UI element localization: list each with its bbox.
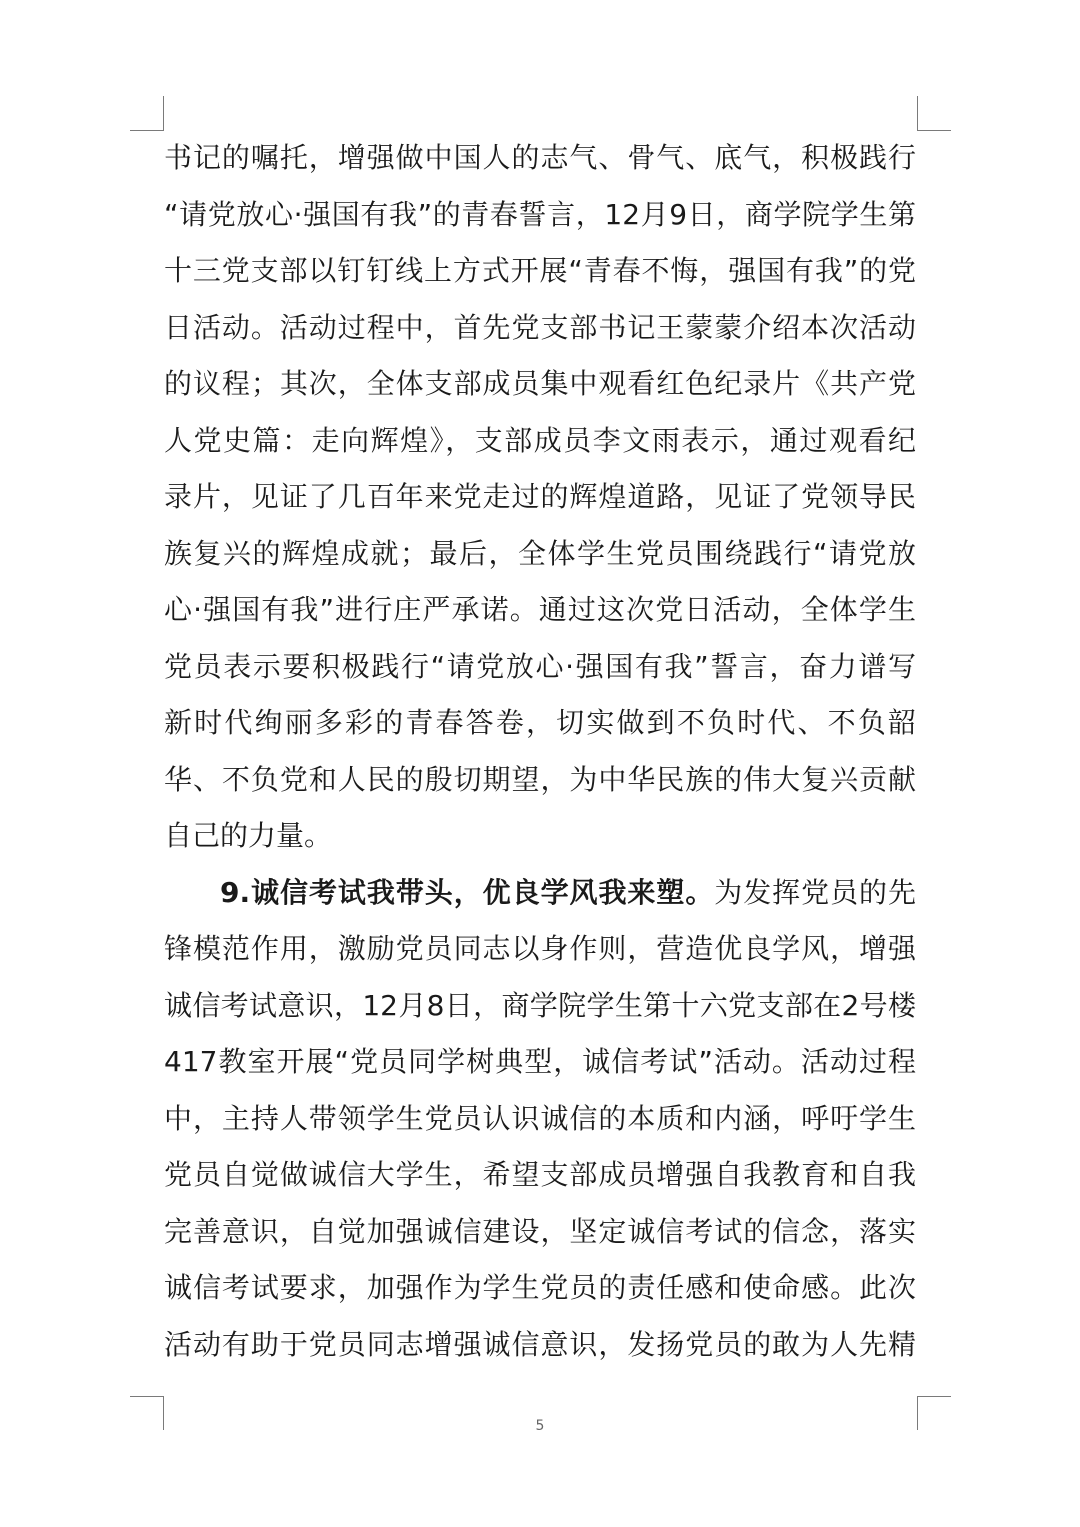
section-heading: 9.诚信考试我带头，优良学风我来塑。	[220, 875, 715, 909]
paragraph-1-line: 人党史篇：走向辉煌》，支部成员李文雨表示，通过观看纪	[164, 423, 916, 457]
paragraph-1-line: 自己的力量。	[164, 819, 333, 852]
paragraph-1-line: 华、不负党和人民的殷切期望，为中华民族的伟大复兴贡献	[164, 762, 916, 796]
paragraph-2-line: 417教室开展“党员同学树典型，诚信考试”活动。活动过程	[164, 1045, 916, 1078]
crop-mark-top-right-h	[917, 130, 951, 131]
paragraph-2-line: 诚信考试要求，加强作为学生党员的责任感和使命感。此次	[164, 1271, 916, 1304]
paragraph-2-line: 完善意识，自觉加强诚信建设，坚定诚信考试的信念，落实	[164, 1214, 916, 1248]
crop-mark-top-left-v	[163, 96, 164, 130]
paragraph-2-line: 党员自觉做诚信大学生，希望支部成员增强自我教育和自我	[164, 1158, 916, 1191]
paragraph-2-first-line-text: 为发挥党员的先	[714, 875, 916, 909]
paragraph-1-line: 十三党支部以钉钉线上方式开展“青春不悔，强国有我”的党	[164, 254, 916, 287]
crop-mark-bottom-left-h	[130, 1396, 164, 1397]
paragraph-2-line: 活动有助于党员同志增强诚信意识，发扬党员的敢为人先精	[164, 1327, 916, 1361]
paragraph-1-line: 新时代绚丽多彩的青春答卷，切实做到不负时代、不负韶	[164, 706, 916, 739]
paragraph-1-line: 党员表示要积极践行“请党放心·强国有我”誓言，奋力谱写	[164, 649, 916, 683]
paragraph-2-line: 锋模范作用，激励党员同志以身作则，营造优良学风，增强	[164, 932, 916, 965]
paragraph-2-first-line	[164, 865, 916, 922]
crop-mark-top-right-v	[917, 96, 918, 130]
paragraph-1-line: “请党放心·强国有我”的青春誓言，12月9日，商学院学生第	[164, 197, 916, 231]
paragraph-2-line: 中，主持人带领学生党员认识诚信的本质和内涵，呼吁学生	[164, 1101, 916, 1135]
paragraph-1-line: 心·强国有我”进行庄严承诺。通过这次党日活动，全体学生	[164, 593, 916, 626]
paragraph-1-line: 日活动。活动过程中，首先党支部书记王蒙蒙介绍本次活动	[164, 310, 916, 344]
page-number: 5	[535, 1418, 545, 1434]
crop-mark-top-left-h	[130, 130, 164, 131]
paragraph-2-line: 诚信考试意识，12月8日，商学院学生第十六党支部在2号楼	[164, 988, 916, 1022]
crop-mark-bottom-right-h	[917, 1396, 951, 1397]
paragraph-1-line: 录片，见证了几百年来党走过的辉煌道路，见证了党领导民	[164, 480, 916, 513]
paragraph-1-line: 的议程；其次，全体支部成员集中观看红色纪录片《共产党	[164, 367, 916, 400]
paragraph-1-line: 书记的嘱托，增强做中国人的志气、骨气、底气，积极践行	[164, 141, 916, 174]
paragraph-1-line: 族复兴的辉煌成就；最后，全体学生党员围绕践行“请党放	[164, 536, 916, 570]
body-text	[164, 130, 916, 1373]
